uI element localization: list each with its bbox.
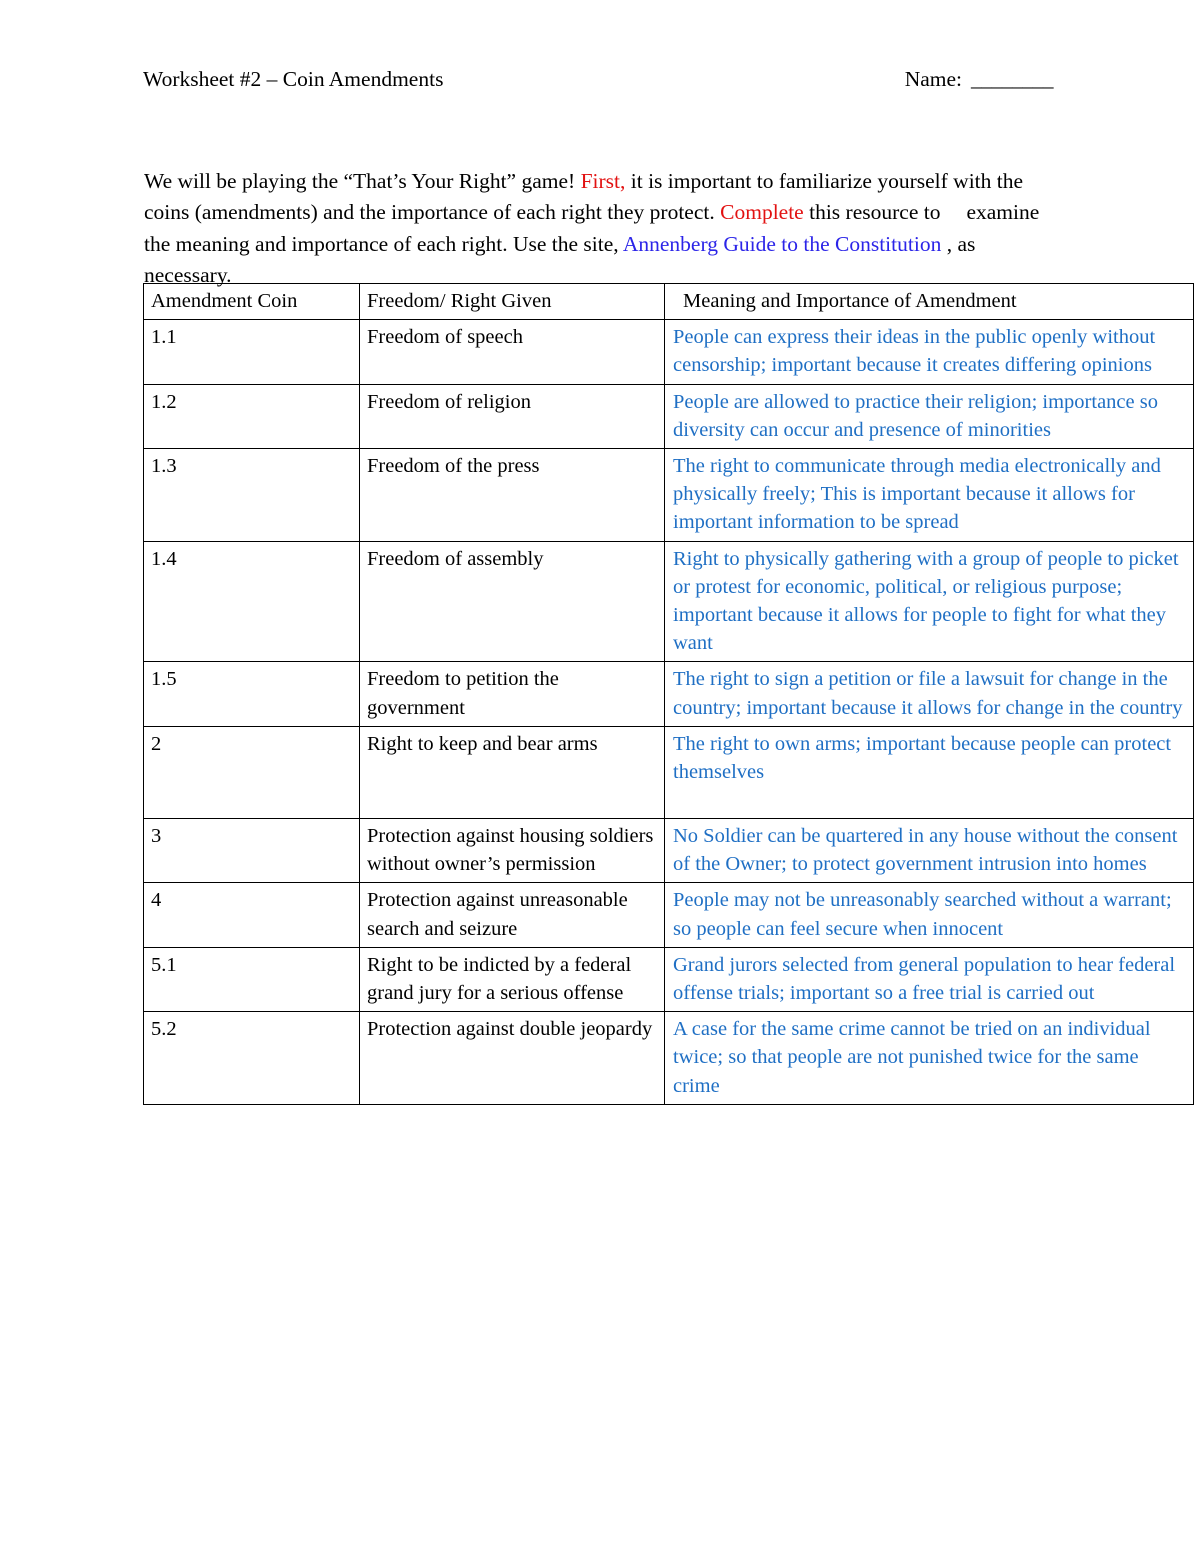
name-label: Name: — [904, 67, 962, 91]
cell-freedom-right: Freedom of religion — [360, 384, 665, 448]
cell-meaning-importance[interactable]: The right to communicate through media electronically and physically freely; This is important because it allows for important information to be spread — [665, 449, 1194, 542]
annenberg-guide-link[interactable]: Annenberg Guide to the Constitution — [622, 231, 942, 256]
row-spacer — [151, 694, 353, 722]
cell-amendment-coin: 1.1 — [144, 320, 360, 384]
cell-amendment-coin: 5.2 — [144, 1012, 360, 1105]
table-header-row — [144, 284, 1194, 320]
intro-text-part-1: We will be playing the “That’s Your Right” game! — [144, 168, 581, 193]
cell-amendment-coin: 1.5 — [144, 662, 360, 726]
row-spacer — [151, 850, 353, 878]
cell-meaning-importance[interactable]: People may not be unreasonably searched without a warrant; so people can feel secure when innocent — [665, 883, 1194, 947]
cell-freedom-right: Right to keep and bear arms — [360, 726, 665, 818]
intro-text-part-4: examine the meaning and importance of each right. Use the site, — [144, 200, 1040, 256]
cell-amendment-coin: 4 — [144, 883, 360, 947]
intro-text-part-5: , as necessary. — [144, 231, 976, 287]
cell-amendment-coin: 3 — [144, 819, 360, 883]
intro-emphasis-first: First, — [580, 168, 626, 193]
cell-meaning-importance[interactable]: Grand jurors selected from general population to hear federal offense trials; important so a free trial is carried out — [665, 947, 1194, 1011]
table-row — [144, 819, 1194, 883]
cell-amendment-coin: 1.4 — [144, 541, 360, 662]
cell-amendment-coin: 5.1 — [144, 947, 360, 1011]
table-row — [144, 1012, 1194, 1105]
cell-amendment-coin: 1.2 — [144, 384, 360, 448]
intro-emphasis-complete: Complete — [720, 200, 804, 224]
table-row — [144, 662, 1194, 726]
name-blank-line[interactable]: ________ — [971, 67, 1053, 91]
table-row — [144, 541, 1194, 662]
cell-freedom-right: Freedom to petition the government — [360, 662, 665, 726]
cell-meaning-importance[interactable]: The right to sign a petition or file a lawsuit for change in the country; important because it allows for change in the country — [665, 662, 1194, 726]
cell-meaning-importance[interactable]: Right to physically gathering with a group of people to picket or protest for economic, political, or religious purpose; important because it allows for people to fight for what they want — [665, 541, 1194, 662]
cell-meaning-importance[interactable]: People are allowed to practice their religion; importance so diversity can occur and presence of minorities — [665, 384, 1194, 448]
cell-freedom-right: Freedom of the press — [360, 449, 665, 542]
table-row — [144, 384, 1194, 448]
row-spacer — [151, 758, 353, 814]
row-spacer — [151, 915, 353, 943]
page-title: Worksheet #2 – Coin Amendments — [143, 67, 444, 91]
table-row — [144, 947, 1194, 1011]
cell-amendment-coin: 1.3 — [144, 449, 360, 542]
table-body — [144, 320, 1194, 1105]
cell-freedom-right: Freedom of speech — [360, 320, 665, 384]
column-header-freedom-right: Freedom/ Right Given — [360, 284, 665, 320]
page-header — [143, 66, 1053, 92]
cell-meaning-importance[interactable]: The right to own arms; important because people can protect themselves — [665, 726, 1194, 818]
intro-text-part-3: this resource to — [803, 200, 941, 224]
cell-meaning-importance[interactable]: People can express their ideas in the public openly without censorship; important because it creates differing opinions — [665, 320, 1194, 384]
table-row — [144, 883, 1194, 947]
table-row — [144, 449, 1194, 542]
cell-meaning-importance[interactable]: No Soldier can be quartered in any house without the consent of the Owner; to protect government intrusion into homes — [665, 819, 1194, 883]
table-row — [144, 320, 1194, 384]
intro-paragraph — [144, 166, 1064, 292]
name-field — [905, 66, 1053, 92]
cell-meaning-importance[interactable]: A case for the same crime cannot be tried on an individual twice; so that people are not punished twice for the same crime — [665, 1012, 1194, 1105]
column-header-meaning: Meaning and Importance of Amendment — [665, 284, 1194, 320]
cell-freedom-right: Protection against housing soldiers without owner’s permission — [360, 819, 665, 883]
cell-freedom-right: Right to be indicted by a federal grand jury for a serious offense — [360, 947, 665, 1011]
column-header-amendment-coin: Amendment Coin — [144, 284, 360, 320]
cell-freedom-right: Protection against double jeopardy — [360, 1012, 665, 1105]
row-spacer — [151, 979, 353, 1007]
amendment-table — [143, 283, 1194, 1105]
table-row — [144, 726, 1194, 818]
intro-text-part-2: it is important to familiarize yourself with the coins (amendments) and the importance of each right they protect. — [144, 168, 1024, 224]
cell-freedom-right: Protection against unreasonable search and seizure — [360, 883, 665, 947]
cell-amendment-coin: 2 — [144, 726, 360, 818]
cell-freedom-right: Freedom of assembly — [360, 541, 665, 662]
